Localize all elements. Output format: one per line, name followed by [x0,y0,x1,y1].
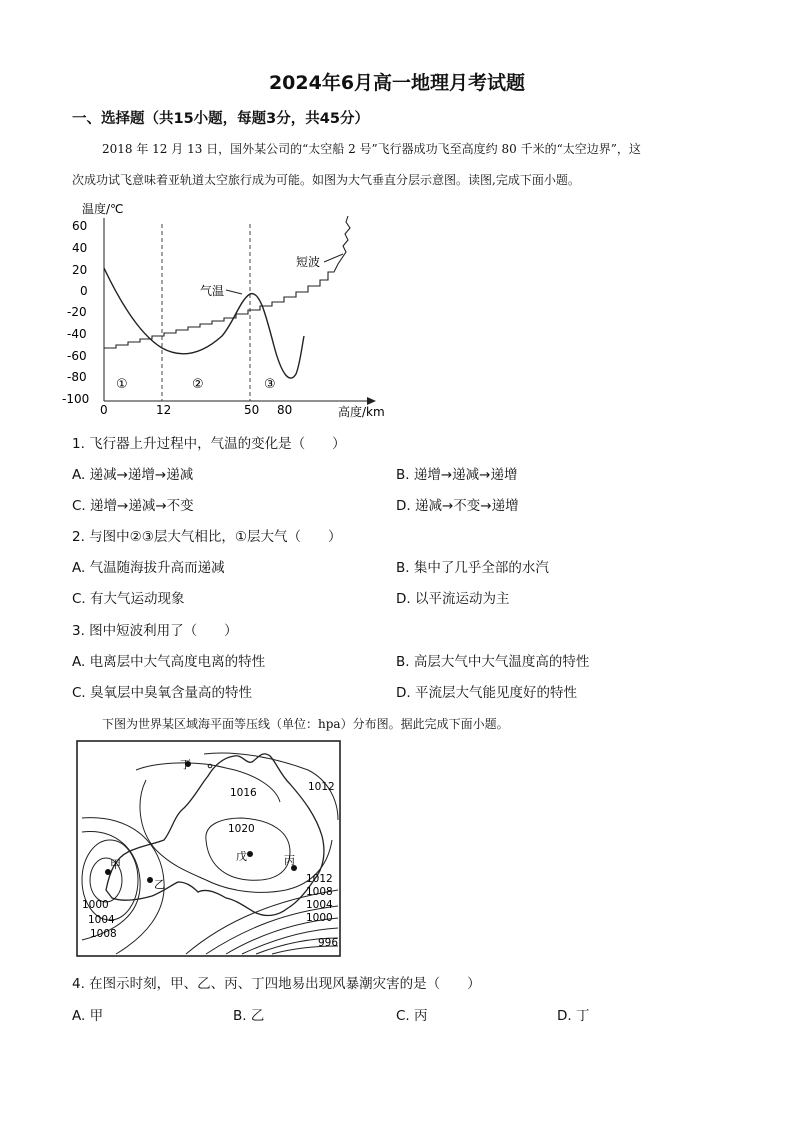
x-tick: 50 [244,403,260,417]
q1-option-c[interactable]: C. 递增→递减→不变 [72,498,194,514]
label-wu: 戊 [236,850,247,863]
label-ding: 丁 [180,758,191,771]
isobar-label: 1000 [306,912,333,924]
y-tick: 40 [72,241,88,255]
atmosphere-chart [62,196,402,420]
y-tick: -20 [67,305,87,319]
q3-option-b[interactable]: B. 高层大气中大气温度高的特性 [396,654,590,670]
intro-line-1: 2018 年 12 月 13 日，国外某公司的“太空船 2 号”飞行器成功飞至高度约 80 千米的“太空边界”，这 [102,142,641,156]
isobar-label: 1008 [90,928,117,940]
point-yi [147,877,153,883]
q3-option-c[interactable]: C. 臭氧层中臭氧含量高的特性 [72,685,253,701]
y-tick: -100 [62,392,90,406]
question-1-stem: 1. 飞行器上升过程中，气温的变化是（ ） [72,436,346,452]
label-yi: 乙 [154,878,165,891]
y-tick: -60 [67,349,87,363]
q1-option-b[interactable]: B. 递增→递减→递增 [396,467,518,483]
y-tick: -80 [67,370,87,384]
y-tick: 60 [72,219,88,233]
q2-option-c[interactable]: C. 有大气运动现象 [72,591,185,607]
question-2-stem: 2. 与图中②③层大气相比，①层大气（ ） [72,529,342,545]
chart-ylabel: 温度/℃ [82,202,124,216]
isobar-label: 1008 [306,886,333,898]
y-ticks [62,219,89,406]
isobar-label: 1000 [82,899,109,911]
q4-option-d[interactable]: D. 丁 [557,1008,590,1024]
label-jia: 甲 [110,858,121,871]
isobar-label: 1020 [228,823,255,835]
q1-option-d[interactable]: D. 递减→不变→递增 [396,498,519,514]
isobar-label: 1016 [230,787,257,799]
question-3-stem: 3. 图中短波利用了（ ） [72,623,238,639]
isobar-label: 1012 [308,781,335,793]
q2-option-a[interactable]: A. 气温随海拔升高而递减 [72,560,225,576]
layer-label-3: ③ [264,377,276,392]
intro-line-2: 次成功试飞意味着亚轨道太空旅行成为可能。如图为大气垂直分层示意图。读图,完成下面小题。 [72,173,580,187]
chart-xlabel: 高度/km [338,405,385,419]
layer-label-2: ② [192,377,204,392]
x-axis-arrow [367,397,376,405]
isobar-label: 1004 [88,914,115,926]
q3-option-d[interactable]: D. 平流层大气能见度好的特性 [396,685,577,701]
x-tick: 80 [277,403,293,417]
q2-option-b[interactable]: B. 集中了几乎全部的水汽 [396,560,549,576]
q3-option-a[interactable]: A. 电离层中大气高度电离的特性 [72,654,266,670]
intro-paragraph-1 [72,134,724,196]
question-4-stem: 4. 在图示时刻，甲、乙、丙、丁四地易出现风暴潮灾害的是（ ） [72,976,481,992]
isobar-map [76,740,342,958]
isobar-label: 1012 [306,873,333,885]
q2-option-d[interactable]: D. 以平流运动为主 [396,591,510,607]
q1-option-a[interactable]: A. 递减→递增→递减 [72,467,194,483]
leader-line-air [226,290,242,294]
page-title: 2024年6月高一地理月考试题 [268,72,526,94]
curve-label-shortwave: 短波 [296,255,321,269]
label-bing: 丙 [284,854,295,867]
isobar-label: 996 [318,937,339,949]
curve-label-air: 气温 [200,284,225,298]
q4-option-a[interactable]: A. 甲 [72,1008,104,1024]
intro-paragraph-2: 下图为世界某区域海平面等压线（单位：hpa）分布图。据此完成下面小题。 [102,717,509,731]
point-wu [247,851,253,857]
q4-option-b[interactable]: B. 乙 [233,1008,265,1024]
layer-label-1: ① [116,377,128,392]
y-tick: -40 [67,327,87,341]
q4-option-c[interactable]: C. 丙 [396,1008,428,1024]
x-tick: 0 [100,403,108,417]
y-tick: 20 [72,263,88,277]
y-tick: 0 [80,284,88,298]
section-heading: 一、选择题（共15小题，每题3分，共45分） [72,111,369,127]
x-tick: 12 [156,403,172,417]
isobar-label: 1004 [306,899,333,911]
